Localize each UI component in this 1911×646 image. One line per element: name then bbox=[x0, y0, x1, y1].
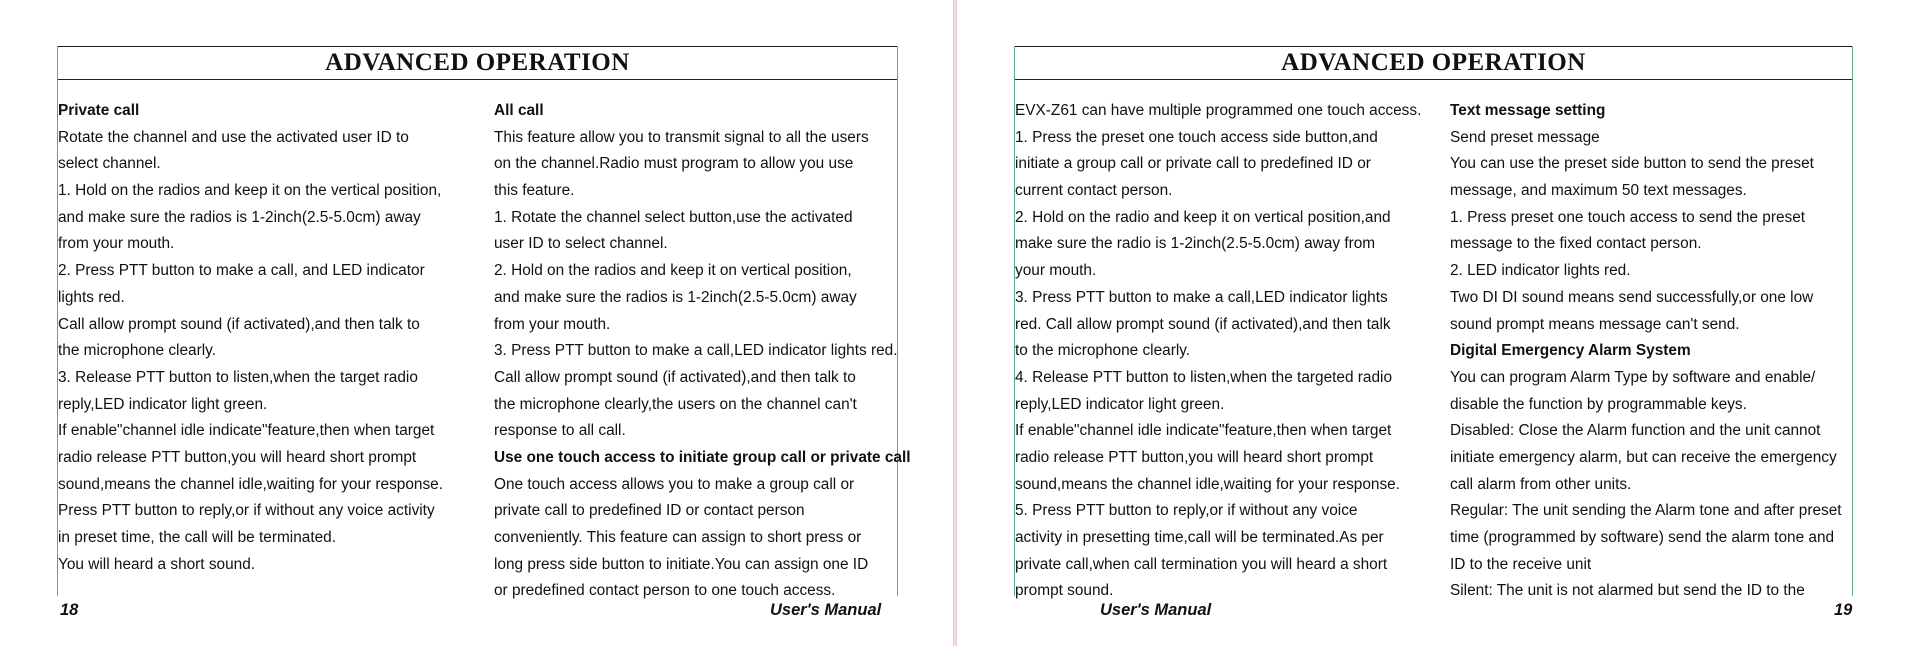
text-line: If enable"channel idle indicate"feature,then when target bbox=[58, 422, 435, 440]
text-line: long press side button to initiate.You can assign one ID bbox=[494, 555, 869, 573]
text-line: You will heard a short sound. bbox=[58, 555, 256, 573]
text-line: time (programmed by software) send the alarm tone and bbox=[1450, 529, 1835, 546]
section-heading: Digital Emergency Alarm System bbox=[1450, 342, 1691, 360]
section-heading: Text message setting bbox=[1450, 102, 1606, 119]
left-column-1 bbox=[58, 98, 478, 578]
text-line: and make sure the radios is 1-2inch(2.5-5.0cm) away bbox=[494, 288, 857, 306]
text-line: Disabled: Close the Alarm function and the unit cannot bbox=[1450, 422, 1821, 440]
text-line: from your mouth. bbox=[58, 235, 175, 253]
right-footer-label: User's Manual bbox=[1100, 601, 1212, 619]
text-line: 2. LED indicator lights red. bbox=[1450, 262, 1631, 280]
right-page-heading: ADVANCED OPERATION bbox=[1281, 49, 1586, 76]
text-line: You can program Alarm Type by software and enable/ bbox=[1450, 368, 1816, 386]
text-line: This feature allow you to transmit signal to all the users bbox=[494, 128, 869, 146]
text-line: in preset time, the call will be terminated. bbox=[58, 529, 337, 546]
text-line: You can use the preset side button to send the preset bbox=[1450, 155, 1814, 173]
text-line: response to all call. bbox=[494, 422, 626, 440]
text-line: 1. Rotate the channel select button,use the activated bbox=[494, 208, 853, 226]
left-heading-rule bbox=[58, 79, 897, 80]
text-line: 2. Hold on the radios and keep it on vertical position, bbox=[494, 262, 852, 280]
text-line: your mouth. bbox=[1015, 262, 1097, 280]
right-content-frame bbox=[1014, 46, 1853, 600]
text-line: 2. Hold on the radio and keep it on vertical position,and bbox=[1015, 208, 1391, 226]
right-page bbox=[957, 0, 1911, 646]
text-line: 1. Press preset one touch access to send the preset bbox=[1450, 208, 1806, 226]
text-line: Send preset message bbox=[1450, 128, 1600, 146]
text-line: activity in presetting time,call will be terminated.As per bbox=[1015, 529, 1384, 546]
text-line: private call,when call termination you will heard a short bbox=[1015, 555, 1388, 573]
text-line: Press PTT button to reply,or if without any voice activity bbox=[58, 502, 435, 520]
text-line: disable the function by programmable keys. bbox=[1450, 395, 1747, 413]
text-line: or predefined contact person to one touch access. bbox=[494, 582, 836, 600]
text-line: red. Call allow prompt sound (if activated),and then talk bbox=[1015, 315, 1391, 333]
left-footer-label: User's Manual bbox=[770, 601, 882, 619]
text-line: 2. Press PTT button to make a call, and LED indicator bbox=[58, 262, 425, 280]
text-line: sound,means the channel idle,waiting for your response. bbox=[1015, 475, 1400, 493]
text-line: 1. Hold on the radios and keep it on the vertical position, bbox=[58, 182, 442, 200]
text-line: Call allow prompt sound (if activated),and then talk to bbox=[58, 315, 420, 333]
text-line: sound prompt means message can't send. bbox=[1450, 315, 1740, 333]
text-line: 3. Release PTT button to listen,when the target radio bbox=[58, 368, 418, 386]
text-line: call alarm from other units. bbox=[1450, 475, 1632, 493]
text-line: reply,LED indicator light green. bbox=[58, 395, 268, 413]
text-line: the microphone clearly. bbox=[58, 342, 216, 360]
text-line: One touch access allows you to make a group call or bbox=[494, 475, 855, 493]
right-top-rule bbox=[1015, 46, 1852, 47]
text-line: conveniently. This feature can assign to short press or bbox=[494, 529, 862, 546]
text-line: initiate emergency alarm, but can receive the emergency bbox=[1450, 448, 1837, 466]
text-line: current contact person. bbox=[1015, 182, 1173, 200]
left-page bbox=[0, 0, 953, 646]
text-line: message to the fixed contact person. bbox=[1450, 235, 1702, 253]
text-line: radio release PTT button,you will heard short prompt bbox=[1015, 448, 1374, 466]
text-line: sound,means the channel idle,waiting for your response. bbox=[58, 475, 443, 493]
left-page-heading: ADVANCED OPERATION bbox=[325, 49, 630, 76]
left-page-number: 18 bbox=[60, 601, 79, 619]
text-line: 4. Release PTT button to listen,when the targeted radio bbox=[1015, 368, 1393, 386]
text-line: Two DI DI sound means send successfully,or one low bbox=[1450, 288, 1814, 306]
text-line: prompt sound. bbox=[1015, 582, 1114, 600]
text-line: on the channel.Radio must program to allow you use bbox=[494, 155, 854, 173]
left-content-frame bbox=[57, 46, 911, 600]
text-line: EVX-Z61 can have multiple programmed one touch access. bbox=[1015, 102, 1422, 119]
text-line: If enable"channel idle indicate"feature,then when target bbox=[1015, 422, 1392, 440]
text-line: message, and maximum 50 text messages. bbox=[1450, 182, 1747, 200]
right-column-1 bbox=[1015, 98, 1435, 605]
text-line: initiate a group call or private call to predefined ID or bbox=[1015, 155, 1371, 173]
text-line: 3. Press PTT button to make a call,LED indicator lights red. bbox=[494, 342, 898, 360]
text-line: from your mouth. bbox=[494, 315, 611, 333]
section-heading: Use one touch access to initiate group call or private call bbox=[494, 448, 911, 466]
right-column-2 bbox=[1450, 98, 1854, 605]
text-line: select channel. bbox=[58, 155, 161, 173]
text-line: Regular: The unit sending the Alarm tone and after preset bbox=[1450, 502, 1842, 520]
text-line: user ID to select channel. bbox=[494, 235, 668, 253]
text-line: and make sure the radios is 1-2inch(2.5-5.0cm) away bbox=[58, 208, 421, 226]
left-top-rule bbox=[58, 46, 897, 47]
section-heading: Private call bbox=[58, 102, 140, 119]
text-line: Rotate the channel and use the activated user ID to bbox=[58, 128, 409, 146]
text-line: reply,LED indicator light green. bbox=[1015, 395, 1225, 413]
text-line: radio release PTT button,you will heard short prompt bbox=[58, 448, 417, 466]
text-line: make sure the radio is 1-2inch(2.5-5.0cm) away from bbox=[1015, 235, 1376, 253]
section-heading: All call bbox=[494, 102, 544, 119]
right-page-number: 19 bbox=[1834, 601, 1853, 619]
text-line: to the microphone clearly. bbox=[1015, 342, 1191, 360]
text-line: private call to predefined ID or contact person bbox=[494, 502, 805, 520]
text-line: 1. Press the preset one touch access side button,and bbox=[1015, 128, 1378, 146]
text-line: this feature. bbox=[494, 182, 575, 200]
text-line: lights red. bbox=[58, 288, 125, 306]
text-line: 5. Press PTT button to reply,or if without any voice bbox=[1015, 502, 1358, 520]
text-line: Call allow prompt sound (if activated),and then talk to bbox=[494, 368, 856, 386]
text-line: the microphone clearly,the users on the channel can't bbox=[494, 395, 857, 413]
text-line: 3. Press PTT button to make a call,LED indicator lights bbox=[1015, 288, 1388, 306]
text-line: ID to the receive unit bbox=[1450, 555, 1592, 573]
left-column-2 bbox=[494, 98, 911, 605]
text-line: Silent: The unit is not alarmed but send the ID to the bbox=[1450, 582, 1805, 600]
right-heading-rule bbox=[1015, 79, 1852, 80]
